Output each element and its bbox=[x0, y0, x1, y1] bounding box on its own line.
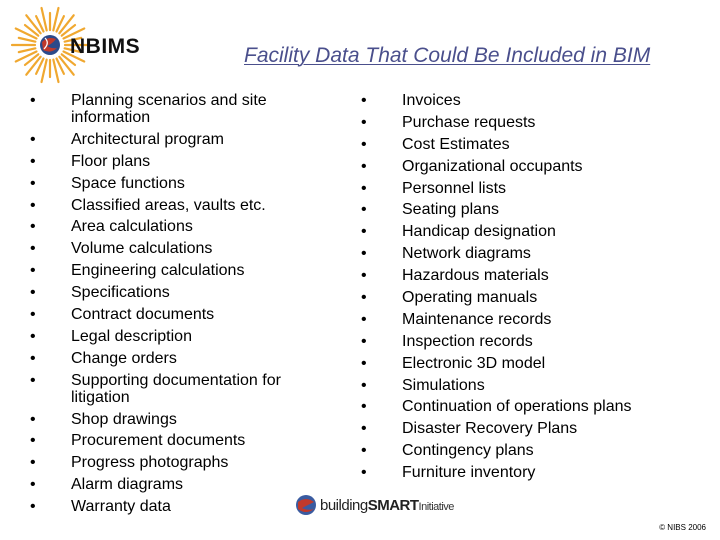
list-item: • Architectural program bbox=[30, 131, 330, 148]
list-item: • Contingency plans bbox=[361, 442, 701, 459]
list-item: • Continuation of operations plans bbox=[361, 398, 701, 415]
left-bullet-list bbox=[30, 92, 330, 520]
list-item: • Maintenance records bbox=[361, 311, 701, 328]
list-item: • Seating plans bbox=[361, 201, 701, 218]
list-item: • Classified areas, vaults etc. bbox=[30, 197, 330, 214]
list-item: • Simulations bbox=[361, 377, 701, 394]
list-item: • Space functions bbox=[30, 175, 330, 192]
list-item: • Change orders bbox=[30, 350, 330, 367]
list-item: • Alarm diagrams bbox=[30, 476, 330, 493]
buildingsmart-part3: Initiative bbox=[418, 501, 454, 513]
logo-ray bbox=[19, 38, 36, 42]
list-item: • Area calculations bbox=[30, 218, 330, 235]
list-item: • Disaster Recovery Plans bbox=[361, 420, 701, 437]
list-item: • Operating manuals bbox=[361, 289, 701, 306]
logo-ray bbox=[19, 48, 36, 52]
list-item: • Supporting documentation for litigation bbox=[30, 372, 330, 406]
list-item: • Network diagrams bbox=[361, 245, 701, 262]
list-item: • Specifications bbox=[30, 284, 330, 301]
list-item: • Engineering calculations bbox=[30, 262, 330, 279]
list-item: • Invoices bbox=[361, 92, 701, 109]
list-item: • Procurement documents bbox=[30, 432, 330, 449]
buildingsmart-logo bbox=[295, 488, 454, 524]
list-item: • Organizational occupants bbox=[361, 158, 701, 175]
list-item: • Furniture inventory bbox=[361, 464, 701, 481]
nbims-logo bbox=[4, 2, 154, 88]
logo-text: NBIMS bbox=[70, 35, 141, 58]
list-item: • Cost Estimates bbox=[361, 136, 701, 153]
right-bullet-list bbox=[361, 92, 701, 486]
list-item: • Planning scenarios and site information bbox=[30, 92, 330, 126]
list-item: • Electronic 3D model bbox=[361, 355, 701, 372]
buildingsmart-part2: SMART bbox=[367, 497, 419, 514]
copyright-notice: © NIBS 2006 bbox=[659, 523, 706, 532]
list-item: • Hazardous materials bbox=[361, 267, 701, 284]
list-item: • Personnel lists bbox=[361, 180, 701, 197]
list-item: • Contract documents bbox=[30, 306, 330, 323]
list-item: • Legal description bbox=[30, 328, 330, 345]
list-item: • Volume calculations bbox=[30, 240, 330, 257]
list-item: • Purchase requests bbox=[361, 114, 701, 131]
list-item: • Shop drawings bbox=[30, 411, 330, 428]
list-item: • Progress photographs bbox=[30, 454, 330, 471]
list-item: • Inspection records bbox=[361, 333, 701, 350]
buildingsmart-globe-icon bbox=[295, 494, 317, 516]
page-title: Facility Data That Could Be Included in BIM bbox=[244, 44, 651, 67]
list-item: • Floor plans bbox=[30, 153, 330, 170]
buildingsmart-part1: building bbox=[320, 497, 368, 514]
list-item: • Warranty data bbox=[30, 498, 330, 515]
list-item: • Handicap designation bbox=[361, 223, 701, 240]
